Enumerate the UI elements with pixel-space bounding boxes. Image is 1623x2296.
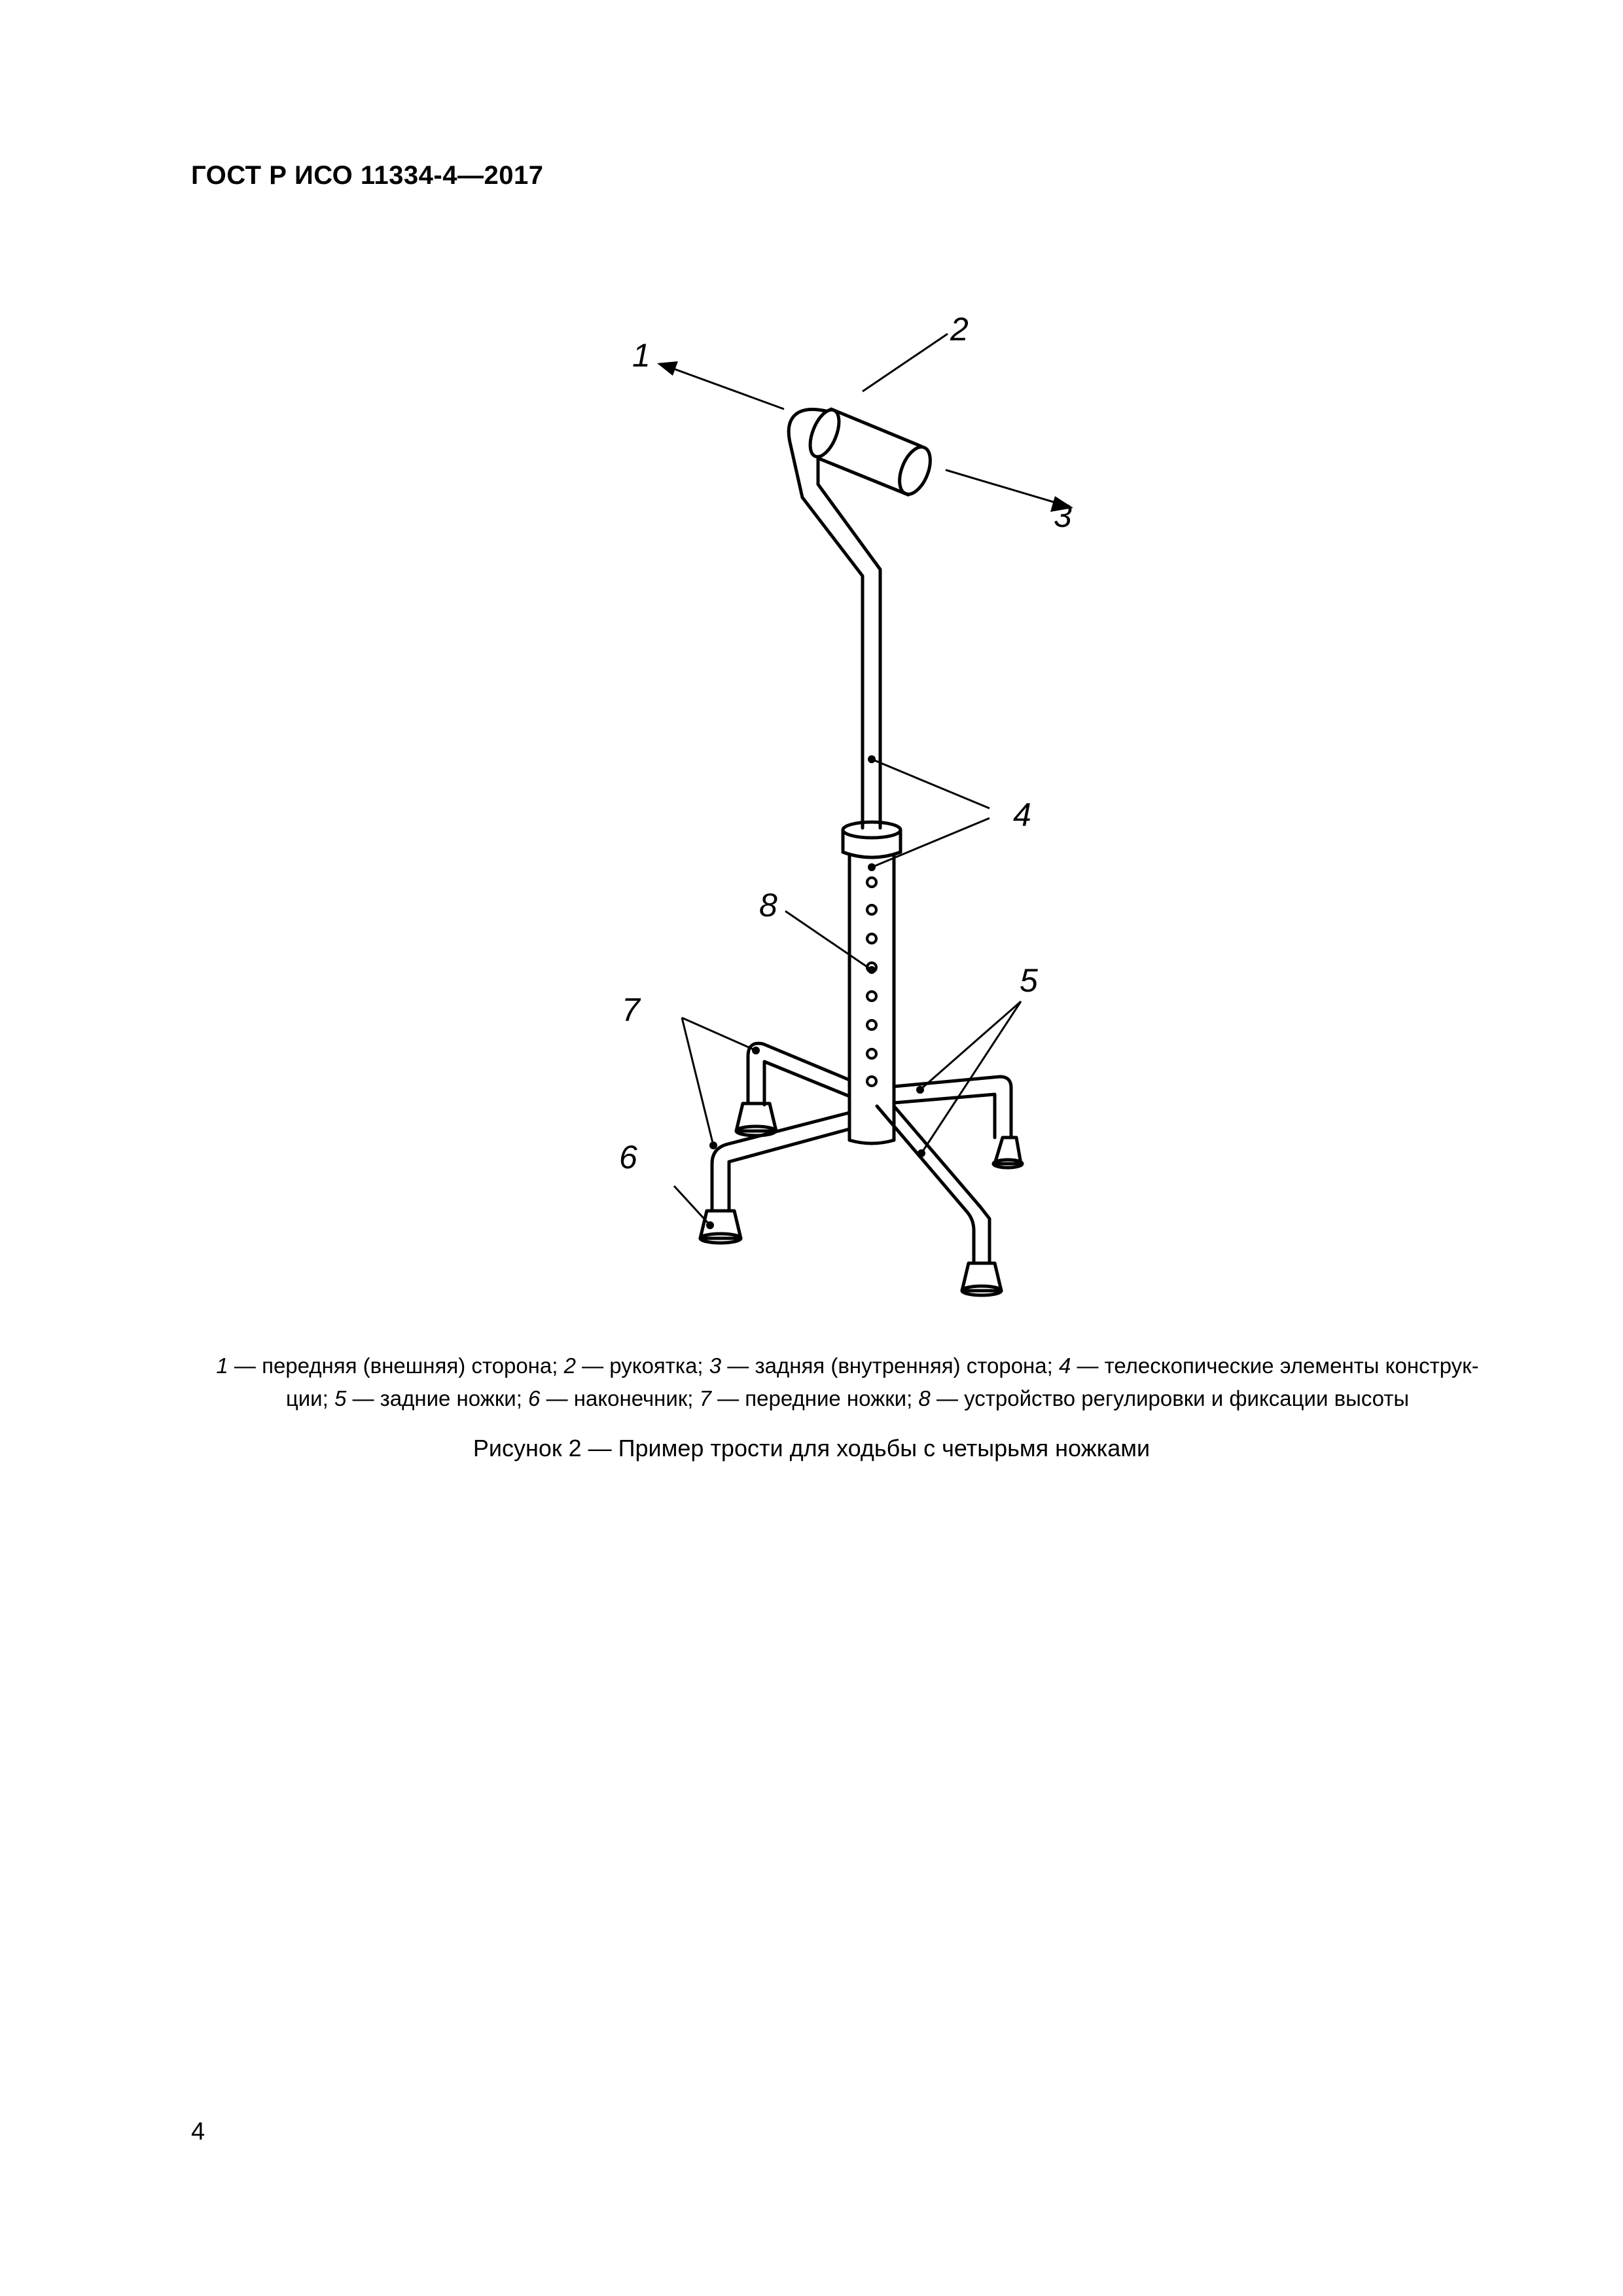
figure-legend	[196, 1350, 1499, 1415]
lower-tube	[849, 854, 894, 1143]
callout-1: 1	[632, 337, 651, 374]
callout-5: 5	[1020, 962, 1038, 999]
callout-8: 8	[759, 887, 777, 924]
callout-3: 3	[1054, 497, 1072, 534]
figure-caption: Рисунок 2 — Пример трости для ходьбы с четырьмя ножками	[473, 1435, 1150, 1462]
document-header: ГОСТ Р ИСО 11334-4—2017	[191, 161, 544, 190]
adjustment-holes	[867, 878, 876, 1086]
handle-grip	[804, 406, 936, 499]
page-number: 4	[191, 2118, 205, 2145]
callout-2: 2	[950, 311, 969, 348]
callout-4: 4	[1013, 797, 1031, 833]
telescopic-collar	[843, 822, 901, 857]
upper-shaft	[789, 410, 880, 828]
legend-line-1: 1 — передняя (внешняя) сторона; 2 — рукоятка; 3 — задняя (внутренняя) сторона; 4 — телескопические элементы конструк-	[216, 1354, 1479, 1378]
front-legs	[712, 1043, 849, 1211]
callout-6: 6	[619, 1139, 637, 1175]
callout-7: 7	[622, 992, 640, 1028]
rear-legs	[877, 1077, 1011, 1263]
legend-line-2: ции; 5 — задние ножки; 6 — наконечник; 7 — передние ножки; 8 — устройство регулировки и фиксации высоты	[285, 1386, 1410, 1410]
